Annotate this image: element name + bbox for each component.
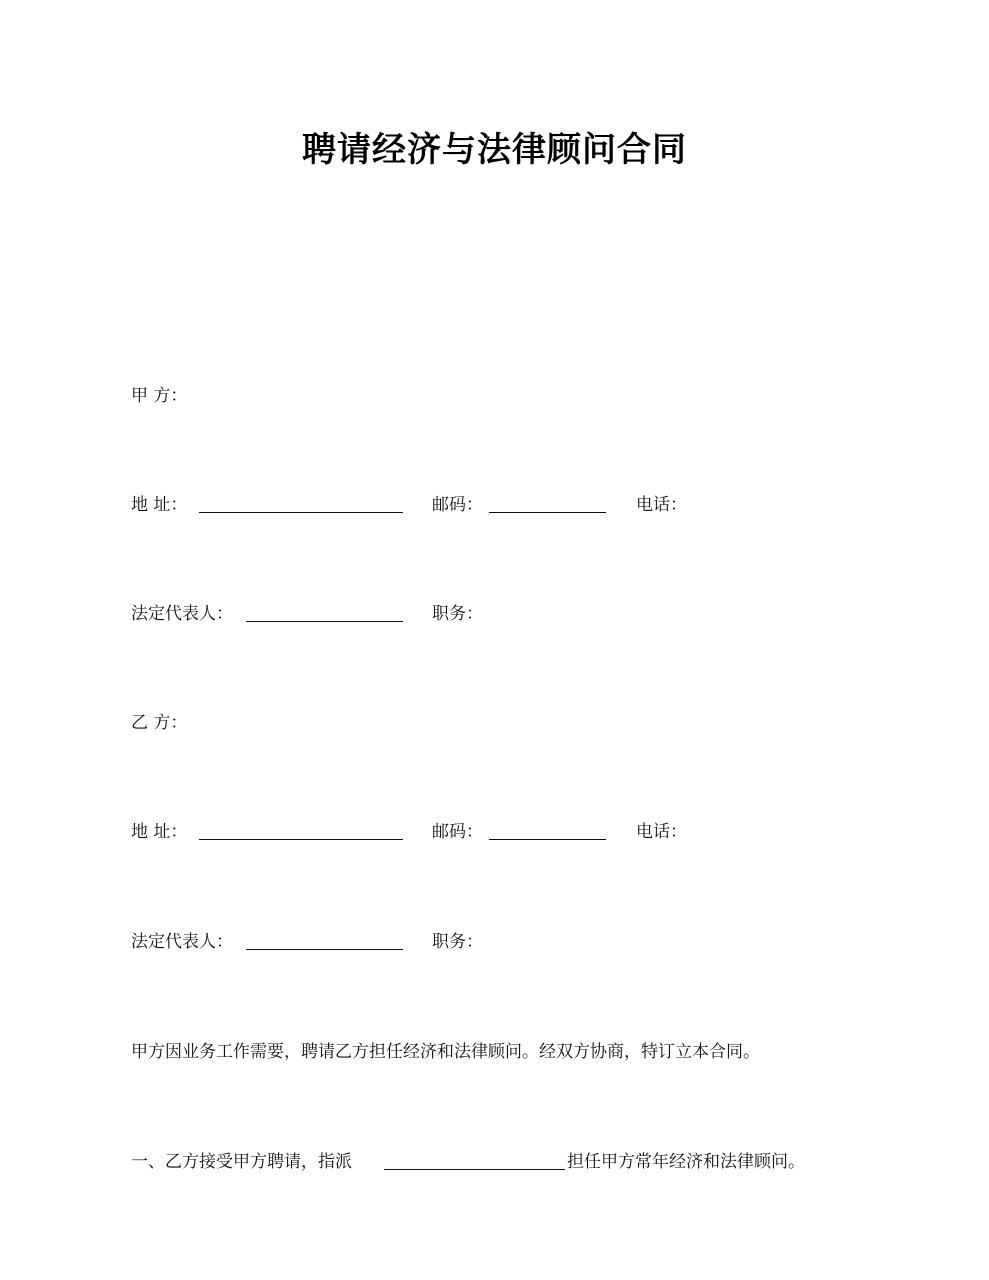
party-b-position-label: 职务：	[432, 932, 483, 952]
preamble-text: 甲方因业务工作需要，聘请乙方担任经济和法律顾问。经双方协商，特订立本合同。	[131, 1042, 760, 1062]
party-b-legal-rep-label: 法定代表人：	[131, 932, 233, 952]
party-b-legal-rep-blank[interactable]	[246, 949, 403, 950]
party-a-address-label: 地 址：	[131, 495, 188, 515]
party-a-legal-rep-label: 法定代表人：	[131, 604, 233, 624]
clause-1-text-before: 一、乙方接受甲方聘请，指派	[131, 1152, 352, 1172]
party-a-address-blank[interactable]	[199, 512, 403, 513]
party-b-address-blank[interactable]	[199, 839, 403, 840]
party-a-phone-label: 电话：	[636, 495, 687, 515]
clause-1-text-after: 担任甲方常年经济和法律顾问。	[567, 1152, 805, 1172]
party-b-phone-label: 电话：	[636, 822, 687, 842]
party-a-postcode-label: 邮码：	[432, 495, 483, 515]
party-a-label: 甲 方：	[131, 386, 188, 406]
party-a-postcode-blank[interactable]	[489, 512, 606, 513]
party-b-postcode-blank[interactable]	[489, 839, 606, 840]
party-b-address-label: 地 址：	[131, 822, 188, 842]
clause-1-appointee-blank[interactable]	[384, 1169, 565, 1170]
document-title: 聘请经济与法律顾问合同	[302, 130, 687, 170]
party-b-postcode-label: 邮码：	[432, 822, 483, 842]
party-b-label: 乙 方：	[131, 713, 188, 733]
party-a-position-label: 职务：	[432, 604, 483, 624]
party-a-legal-rep-blank[interactable]	[246, 621, 403, 622]
